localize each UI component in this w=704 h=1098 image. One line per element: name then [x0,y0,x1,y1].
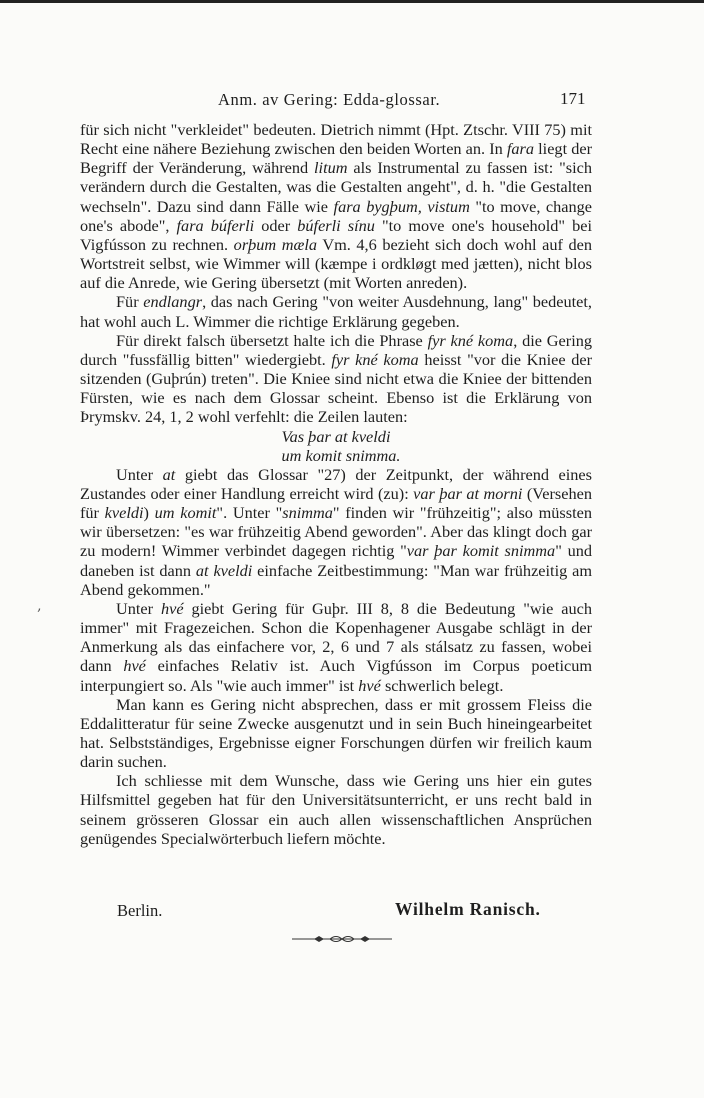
text-run: ) [143,503,155,523]
italic-term: hvé [123,656,146,676]
text-run: oder [254,215,298,235]
italic-term: búferli sínu [297,215,375,235]
paragraph-7 [80,771,592,848]
paragraph-2 [80,292,592,330]
text-run: Ich schliesse mit dem Wunsche, dass wie Gering uns hier ein gutes Hilfsmittel gegeben hat für den Universitätsunterricht, er uns recht bald in seinem grösseren Glossar ein auch allen wissenschaftlichen Ansprüchen genügendes Specialwörterbuch liefern möchte. [80,771,592,848]
text-run: "to move one's household" bei Vigfússon zu rechnen. [80,215,593,254]
text-run: , die Gering durch "fussfällig bitten" wiedergiebt. [80,330,593,369]
italic-term: at [162,464,176,484]
page-number: 171 [560,89,586,108]
italic-term: kveldi [104,503,144,523]
text-run: " und daneben ist dann [80,541,593,580]
signature-place: Berlin. [117,901,163,920]
text-run: schwerlich belegt. [380,675,504,695]
text-run: heisst "vor die Kniee der sitzenden (Guþrún) treten". Die Kniee sind nicht etwa die Kniee der bittenden Fürsten, wie es nach dem Glossar scheint. Ebenso ist die Erklärung von Þrymskv. 24, 1, 2 wohl verfehlt: die Zeilen lauten: [80,349,593,427]
running-title: Anm. av Gering: Edda-glossar. [218,90,441,109]
text-run: für sich nicht "verkleidet" bedeuten. Dietrich nimmt (Hpt. Ztschr. VIII 75) mit Recht eine nähere Beziehung zwischen den beiden Worten an. In [80,120,592,159]
text-run: einfache Zeitbestimmung: "Man war frühzeitig am Abend gekommen." [80,560,593,599]
italic-term: fyr kné koma [427,330,514,350]
text-run: Vm. 4,6 bezieht sich doch wohl auf den Wortstreit selbst, wie Wimmer will (kæmpe i ordkløgt med jætten), nicht blos auf die Anrede, wie Gering übersetzt (mit Worten anreden). [80,234,592,293]
italic-term: var þar komit snimma [406,541,556,561]
text-run: , das nach Gering "von weiter Ausdehnung, lang" bedeutet, hat wohl auch L. Wimmer die richtige Erklärung gegeben. [80,292,592,331]
text-run: ". Unter " [216,503,283,523]
paragraph-4 [80,465,592,599]
italic-term: hvé [358,675,381,695]
italic-term: litum [314,158,348,178]
text-run: " finden wir "frühzeitig"; also müssten wir übersetzen: "es war frühzeitig Abend geworden". Aber das klingt doch gar zu modern! Wimmer verbindet dagegen richtig " [80,503,592,561]
text-run: (Versehen für [80,483,592,523]
ornamental-rule-icon [292,934,392,944]
italic-term: fyr kné koma [331,349,419,369]
main-text [80,120,592,848]
paragraph-1 [80,120,592,292]
verse-quotation [80,427,592,465]
italic-term: hvé [161,598,184,618]
text-run: Unter [116,464,163,484]
italic-term: endlangr [143,292,203,312]
verse-line-1: Vas þar at kveldi [281,426,391,446]
signature-author: Wilhelm Ranisch. [395,899,541,919]
paragraph-6 [80,695,592,772]
verse-line-2: um komit snimma. [281,445,401,465]
text-run: giebt das Glossar "27) der Zeitpunkt, der während eines Zustandes oder einer Handlung erreicht wird (zu): [80,464,592,503]
page-header [0,90,704,110]
text-run: einfaches Relativ ist. Auch Vigfússon im Corpus poeticum interpungiert so. Als "wie auch immer" ist [80,656,592,695]
italic-term: orþum mæla [233,234,318,254]
paragraph-3 [80,331,592,427]
italic-term: fara [506,139,535,159]
text-run: Man kann es Gering nicht absprechen, dass er mit grossem Fleiss die Eddalitteratur für seine Zwecke ausgenutzt und in sein Buch hineingearbeitet hat. Selbstständiges, Ergebnisse eigner Forschungen dürfen wir freilich kaum darin suchen. [80,694,592,772]
italic-term: fara búferli [176,215,255,235]
page-top-edge [0,0,704,3]
italic-term: var þar at morni [413,483,523,503]
paragraph-5 [80,599,592,695]
text-run: Für [116,292,144,312]
italic-term: at kveldi [195,560,253,580]
text-run: Unter [116,598,161,618]
text-run: giebt Gering für Guþr. III 8, 8 die Bedeutung "wie auch immer" mit Fragezeichen. Schon die Kopenhagener Ausgabe schlägt in der Anmerkung als das einfachere vor, 2, 6 und 7 als stálsatz zu fassen, wobei dann [80,598,593,676]
italic-term: um komit [154,503,217,523]
italic-term: snimma [282,503,333,523]
margin-mark: ‚ [37,598,42,614]
text-run: liegt der Begriff der Veränderung, während [80,139,592,178]
text-run: Für direkt falsch übersetzt halte ich die Phrase [116,330,428,350]
text-run: als Instrumental zu fassen ist: "sich verändern durch die Gestalten, was die Gestalten angeht", d. h. "die Gestalten wechseln". Dazu sind dann Fälle wie [80,158,592,216]
italic-term: fara bygþum, vistum [333,196,470,216]
text-run: "to move, change one's abode", [80,196,593,235]
